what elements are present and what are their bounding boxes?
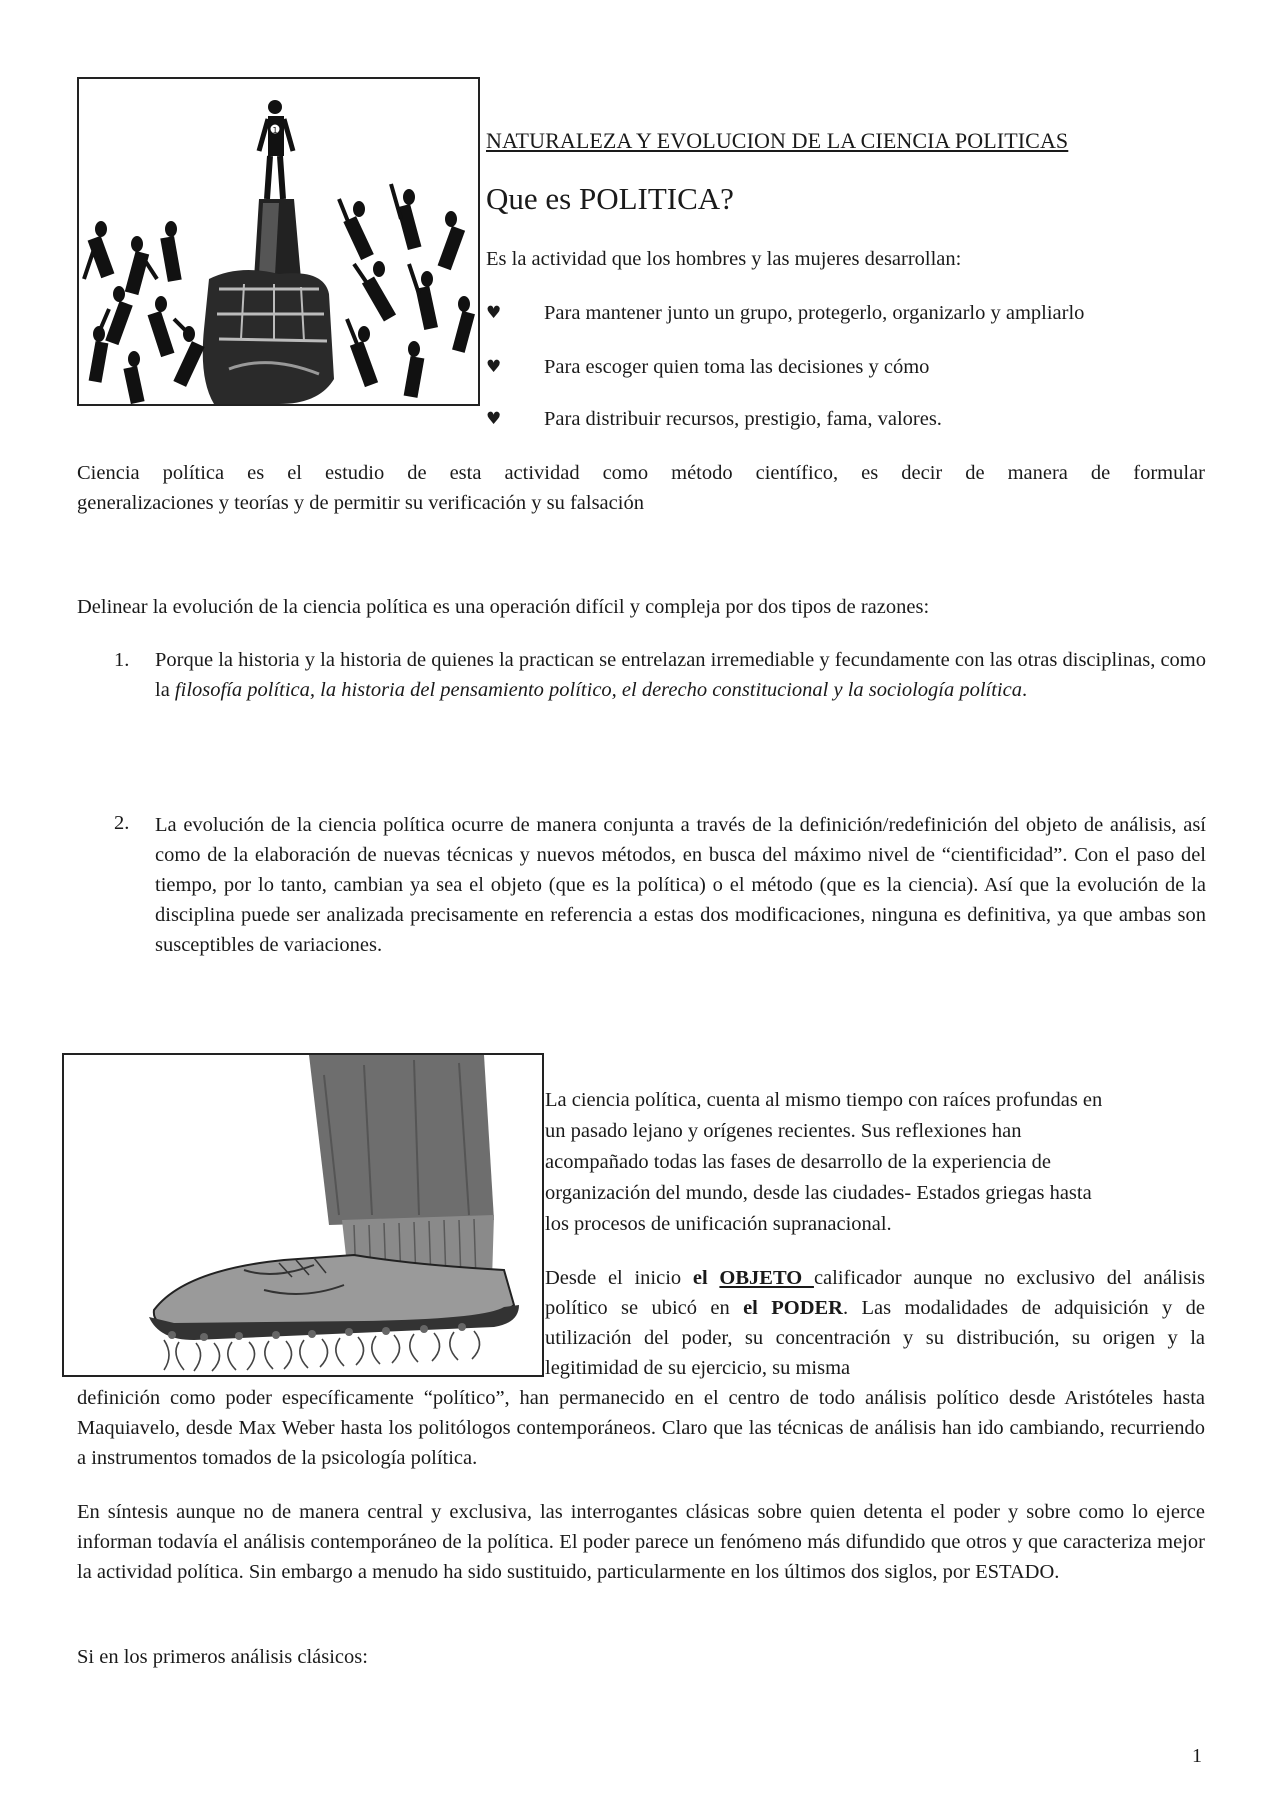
heart-bullet-icon: ♥ (486, 409, 502, 429)
evolution-reason-1 (155, 645, 1206, 705)
bullet-text: Para mantener junto un grupo, protegerlo, organizarlo y ampliarlo (544, 302, 1085, 324)
document-title: NATURALEZA Y EVOLUCION DE LA CIENCIA POLITICAS (486, 128, 1069, 153)
definition-paragraph (77, 458, 1205, 518)
illustration-crowd-fist (77, 77, 480, 406)
poder-keyword: el PODER (743, 1297, 843, 1319)
boot-drawing (64, 1055, 542, 1375)
section-heading: Que es POLITICA? (486, 181, 734, 216)
politics-definition-intro: Es la actividad que los hombres y las mujeres desarrollan: (486, 248, 962, 270)
crowd-fist-drawing (79, 79, 478, 404)
evolution-reason-2: La evolución de la ciencia política ocurre de manera conjunta a través de la definición/redefinición del objeto de análisis, así como de la elaboración de nuevas técnicas y nuevos métodos, en busca del máximo nivel de “cientificidad”. Con el paso del tiempo, por lo tanto, cambian ya sea el objeto (que es la política) o el método (que es la ciencia). Así que la evolución de la disciplina puede ser analizada precisamente en referencia a estas dos modificaciones, ninguna es definitiva, ya que ambas son susceptibles de variaciones. (155, 814, 1206, 956)
roots-line: los procesos de unificación supranacional. (545, 1213, 892, 1235)
bullet-text: Para escoger quien toma las decisiones y cómo (544, 356, 930, 378)
heart-bullet-icon: ♥ (486, 303, 502, 323)
bullet-text: Para distribuir recursos, prestigio, fama, valores. (544, 408, 942, 430)
object-paragraph-continued: definición como poder específicamente “político”, han permanecido en el centro de todo análisis político desde Aristóteles hasta Maquiavelo, desde Max Weber hasta los politólogos contemporáneos. Claro que las técnicas de análisis han ido cambiando, recurriendo a instrumentos tomados de la psicología política. (77, 1387, 1205, 1469)
reason-1-end: . (1021, 679, 1028, 701)
reason-1-italic: filosofía política, la historia del pensamiento político, el derecho constitucional y la sociología política (174, 679, 1022, 701)
svg-text:1: 1 (272, 126, 278, 135)
synthesis-paragraph: En síntesis aunque no de manera central y exclusiva, las interrogantes clásicas sobre quien detenta el poder y sobre como lo ejerce informan todavía el análisis contemporáneo de la política. El poder parece un fenómeno más difundido que otros y que caracteriza mejor la actividad política. Sin embargo a menudo ha sido sustituido, particularmente en los últimos dos siglos, por ESTADO. (77, 1501, 1205, 1583)
page-number: 1 (1192, 1745, 1202, 1767)
definition-line: Ciencia política es el estudio de esta actividad como método científico, es decir de manera de formular (77, 462, 1205, 484)
object-paragraph: Desde el inicio el OBJETO calificador aunque no exclusivo del análisis político se ubicó en el PODER. Las modalidades de adquisición y de utilización del poder, su concentración y su distribución, su origen y la legitimidad de su ejercicio, su misma (545, 1267, 1206, 1379)
closing-line: Si en los primeros análisis clásicos: (77, 1646, 368, 1668)
list-number: 2. (114, 812, 130, 834)
objeto-keyword: OBJETO (719, 1267, 814, 1289)
reason-1-text: Porque la historia y la historia de quienes la practican se entrelazan irremediable y fecundamente con las otras disciplinas, como la (155, 649, 1206, 701)
list-number: 1. (114, 649, 130, 671)
roots-line: La ciencia política, cuenta al mismo tiempo con raíces profundas en (545, 1089, 1103, 1111)
definition-line: generalizaciones y teorías y de permitir su verificación y su falsación (77, 492, 644, 514)
object-el-1: el (692, 1267, 708, 1289)
roots-line: acompañado todas las fases de desarrollo de la experiencia de (545, 1151, 1052, 1173)
illustration-boot-crushing (62, 1053, 544, 1377)
heart-bullet-icon: ♥ (486, 357, 502, 377)
roots-line: un pasado lejano y orígenes recientes. Sus reflexiones han (545, 1120, 1022, 1142)
roots-paragraph (545, 1085, 1205, 1240)
evolution-intro: Delinear la evolución de la ciencia política es una operación difícil y compleja por dos tipos de razones: (77, 596, 930, 618)
roots-line: organización del mundo, desde las ciudades- Estados griegas hasta (545, 1182, 1092, 1204)
